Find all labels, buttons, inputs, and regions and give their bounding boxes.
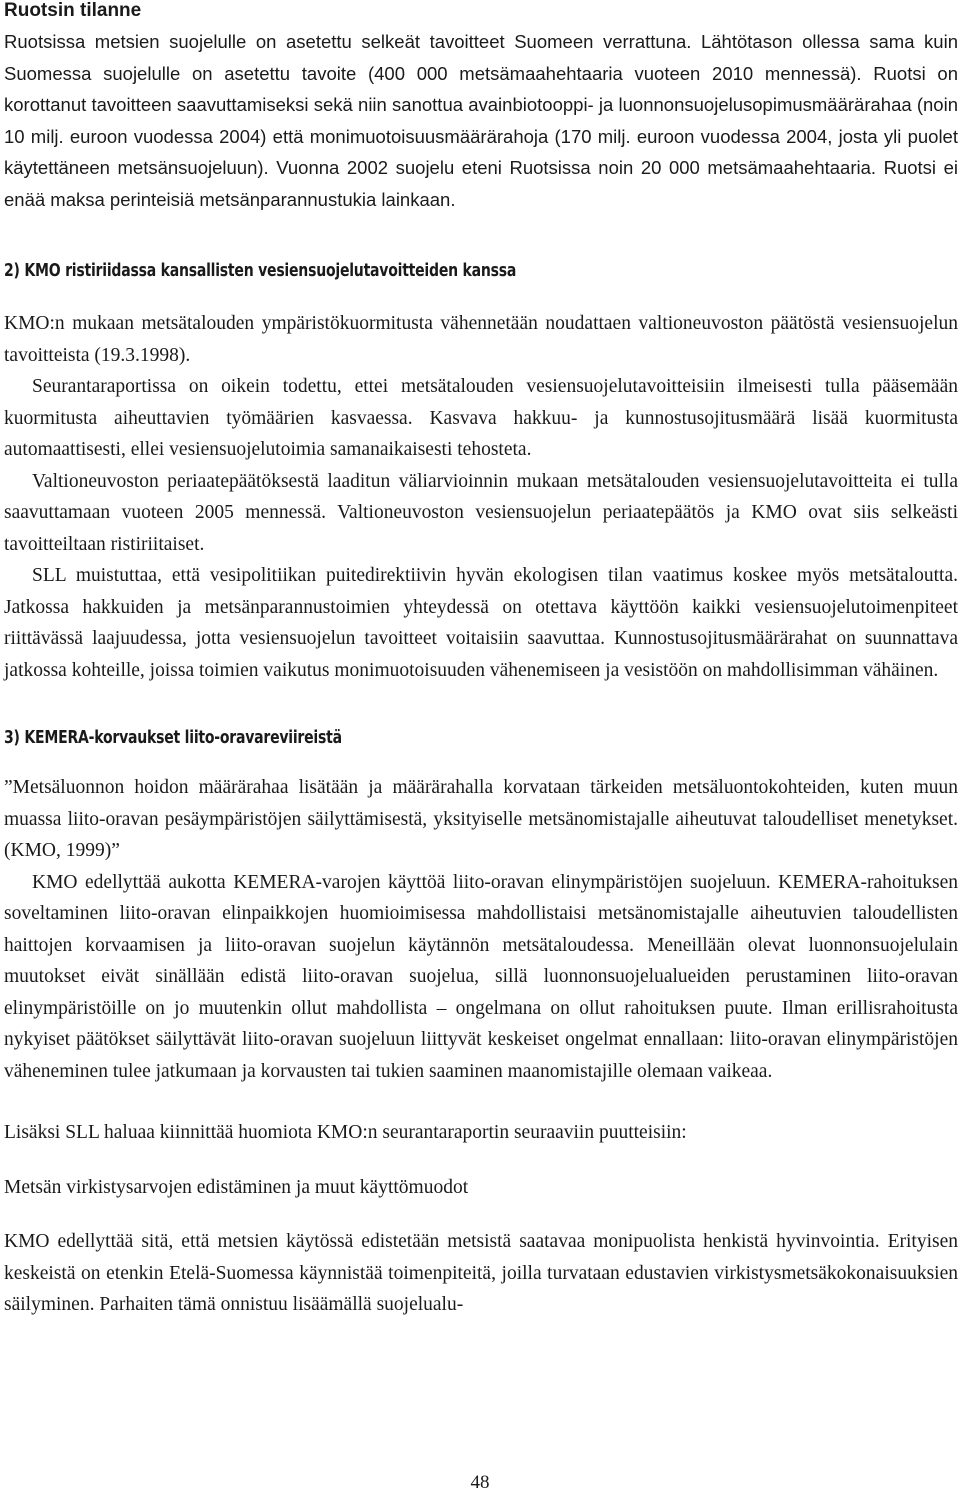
sweden-paragraph: Ruotsissa metsien suojelulle on asetettu selkeät tavoitteet Suomeen verrattuna. Lähtötason ollessa sama kuin Suomessa suojelulle on asetettu tavoite (400 000 metsämaahehtaaria vuoteen 2010 mennessä). Ruotsi on korottanut tavoitteen saavuttamiseksi sekä niin sanottua avainbiotooppi- ja luonnonsuojelusopimusmäärärahaa (noin 10 milj. euroon vuodessa 2004) että monimuotoisuusmäärärahoja (170 milj. euroon vuodessa 2004, josta yli puolet käytettäneen metsänsuojeluun). Vuonna 2002 suojelu eteni Ruotsissa noin 20 000 metsämaahehtaaria. Ruotsi ei enää maksa perinteisiä metsänparannustukia lainkaan. <box>4 31 958 210</box>
section-3-quote: ”Metsäluonnon hoidon määrärahaa lisätään ja määrärahalla korvataan tärkeiden metsäluontokohteiden, kuten muun muassa liito-oravan pesäympäristöjen säilyttämisestä, yksityiselle metsänomistajalle aiheutuvat taloudelliset menetykset. (KMO, 1999)” <box>4 777 958 861</box>
document-page <box>4 0 958 1321</box>
section-2-paragraph-1: KMO:n mukaan metsätalouden ympäristökuormitusta vähennetään noudattaen valtioneuvoston päätöstä vesiensuojelun tavoitteista (19.3.1998). <box>4 313 958 366</box>
additional-paragraph-1: KMO edellyttää sitä, että metsien käytössä edistetään metsistä saatavaa monipuolista henkistä hyvinvointia. Erityisen keskeistä on etenkin Etelä-Suomessa käynnistää toimenpiteitä, joilla turvataan edustavien virkistysmetsäkokonaisuuksien säilyminen. Parhaiten tämä onnistuu lisäämällä suojelualu- <box>4 1231 958 1315</box>
additional-intro: Lisäksi SLL haluaa kiinnittää huomiota KMO:n seurantaraportin seuraaviin puutteisiin: <box>4 1122 687 1143</box>
section-3-paragraph-1: KMO edellyttää aukotta KEMERA-varojen käyttöä liito-oravan elinympäristöjen suojeluun. KEMERA-rahoituksen soveltaminen liito-oravan elinpaikkojen huomioimisessa mahdollistaisi metsänomistajalle aiheutuvien taloudellisten haittojen korvaamisen ja liito-oravan suojelun käytännön metsätaloudessa. Meneillään olevat luonnonsuojelulain muutokset eivät sinällään edistä liito-oravan suojelua, sillä luonnonsuojelualueiden perustaminen liito-oravan elinympäristöille on jo muutenkin ollut mahdollista – ongelmana on ollut rahoituksen puute. Ilman erillisrahoitusta nykyiset päätökset säilyttävät liito-oravan suojeluun liittyvät keskeiset ongelmat ennallaan: liito-oravan elinympäristöjen väheneminen tulee jatkumaan ja korvausten tai tukien saaminen maanomistajille olemaan vaikeaa. <box>4 871 958 1082</box>
page-number: 48 <box>470 1472 490 1493</box>
section-2-paragraph-4: SLL muistuttaa, että vesipolitiikan puitedirektiivin hyvän ekologisen tilan vaatimus koskee myös metsätaloutta. Jatkossa hakkuiden ja metsänparannustoimien yhteydessä on otettava käyttöön kaikki vesiensuojelutoimenpiteet riittävässä laajuudessa, jotta vesiensuojelun tavoitteet voitaisiin saavuttaa. Kunnostusojitusmäärärahat on suunnattava jatkossa kohteille, joissa toimien vaikutus monimuotoisuuden vähenemiseen ja vesistöön on mahdollisimman vähäinen. <box>4 565 958 681</box>
sweden-title: Ruotsin tilanne <box>4 0 142 21</box>
additional-subheading: Metsän virkistysarvojen edistäminen ja muut käyttömuodot <box>4 1176 469 1198</box>
section-3-heading: 3) KEMERA-korvaukset liito-oravareviireistä <box>4 727 342 748</box>
section-2-paragraph-3: Valtioneuvoston periaatepäätöksestä laaditun väliarvioinnin mukaan metsätalouden vesiensuojelutavoitteita ei tulla saavuttamaan vuoteen 2005 mennessä. Valtioneuvoston vesiensuojelun periaatepäätös ja KMO ovat siis selkeästi tavoitteiltaan ristiriitaiset. <box>4 470 958 555</box>
section-2-heading: 2) KMO ristiriidassa kansallisten vesiensuojelutavoitteiden kanssa <box>4 260 517 281</box>
section-2-paragraph-2: Seurantaraportissa on oikein todettu, ettei metsätalouden vesiensuojelutavoitteisiin ilmeisesti tulla pääsemään kuormitusta aiheuttavien työmäärien kasvaessa. Kasvava hakkuu- ja kunnostusojitusmäärä lisää kuormitusta automaattisesti, ellei vesiensuojelutoimia samanaikaisesti tehosteta. <box>4 376 958 460</box>
